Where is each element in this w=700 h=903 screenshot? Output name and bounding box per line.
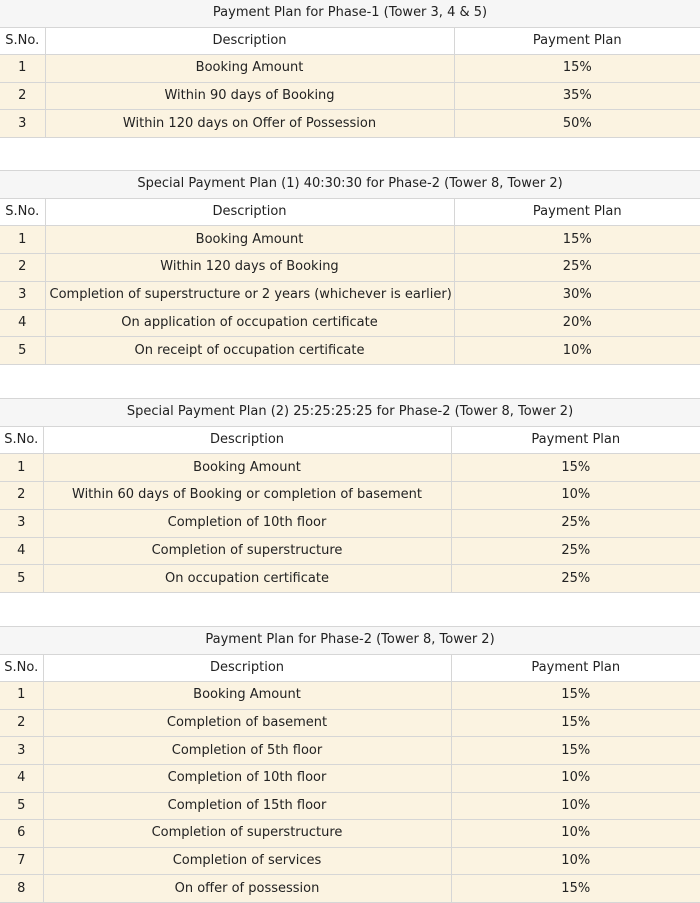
row-payment: 35% bbox=[454, 82, 700, 110]
header-description: Description bbox=[45, 27, 454, 55]
row-sno: 1 bbox=[0, 682, 43, 710]
row-description: Completion of services bbox=[43, 847, 451, 875]
row-payment: 30% bbox=[454, 281, 700, 309]
row-description: Completion of superstructure bbox=[43, 820, 451, 848]
row-description: On application of occupation certificate bbox=[45, 309, 454, 337]
row-description: Within 60 days of Booking or completion of basement bbox=[43, 482, 451, 510]
row-payment: 25% bbox=[454, 254, 700, 282]
row-sno: 1 bbox=[0, 454, 43, 482]
payment-plan-table-1 bbox=[0, 0, 700, 138]
table-caption-row bbox=[0, 627, 700, 655]
row-payment: 25% bbox=[451, 565, 700, 593]
table-row bbox=[0, 254, 700, 282]
table-row bbox=[0, 309, 700, 337]
table-row bbox=[0, 55, 700, 83]
table-caption-row bbox=[0, 171, 700, 199]
row-sno: 5 bbox=[0, 792, 43, 820]
table-row bbox=[0, 820, 700, 848]
header-payment-plan: Payment Plan bbox=[454, 198, 700, 226]
row-description: Completion of 5th floor bbox=[43, 737, 451, 765]
table-row bbox=[0, 226, 700, 254]
row-description: Completion of 10th floor bbox=[43, 509, 451, 537]
table-row bbox=[0, 709, 700, 737]
table-row bbox=[0, 454, 700, 482]
row-payment: 50% bbox=[454, 110, 700, 138]
table-row bbox=[0, 847, 700, 875]
header-payment-plan: Payment Plan bbox=[454, 27, 700, 55]
table-caption: Payment Plan for Phase-1 (Tower 3, 4 & 5) bbox=[0, 0, 700, 27]
table-header-row bbox=[0, 198, 700, 226]
table-row bbox=[0, 337, 700, 365]
header-payment-plan: Payment Plan bbox=[451, 426, 700, 454]
row-payment: 10% bbox=[451, 820, 700, 848]
row-sno: 5 bbox=[0, 337, 45, 365]
row-sno: 3 bbox=[0, 110, 45, 138]
row-sno: 5 bbox=[0, 565, 43, 593]
row-description: Booking Amount bbox=[43, 454, 451, 482]
row-description: On occupation certificate bbox=[43, 565, 451, 593]
header-sno: S.No. bbox=[0, 198, 45, 226]
table-row bbox=[0, 537, 700, 565]
row-description: Booking Amount bbox=[45, 226, 454, 254]
row-payment: 10% bbox=[451, 847, 700, 875]
row-sno: 4 bbox=[0, 764, 43, 792]
table-row bbox=[0, 764, 700, 792]
row-description: Completion of superstructure bbox=[43, 537, 451, 565]
row-sno: 2 bbox=[0, 254, 45, 282]
row-sno: 2 bbox=[0, 482, 43, 510]
header-sno: S.No. bbox=[0, 27, 45, 55]
header-description: Description bbox=[43, 654, 451, 682]
table-row bbox=[0, 682, 700, 710]
row-sno: 3 bbox=[0, 737, 43, 765]
header-description: Description bbox=[45, 198, 454, 226]
row-payment: 25% bbox=[451, 509, 700, 537]
table-row bbox=[0, 792, 700, 820]
row-payment: 15% bbox=[451, 709, 700, 737]
header-payment-plan: Payment Plan bbox=[451, 654, 700, 682]
row-payment: 25% bbox=[451, 537, 700, 565]
row-description: Within 120 days of Booking bbox=[45, 254, 454, 282]
row-sno: 2 bbox=[0, 82, 45, 110]
row-description: Booking Amount bbox=[45, 55, 454, 83]
row-description: Within 90 days of Booking bbox=[45, 82, 454, 110]
payment-plan-table-3 bbox=[0, 398, 700, 593]
table-row bbox=[0, 82, 700, 110]
row-payment: 15% bbox=[451, 737, 700, 765]
row-sno: 6 bbox=[0, 820, 43, 848]
table-caption: Payment Plan for Phase-2 (Tower 8, Tower 2) bbox=[0, 627, 700, 655]
row-description: On offer of possession bbox=[43, 875, 451, 903]
table-row bbox=[0, 482, 700, 510]
table-row bbox=[0, 875, 700, 903]
row-payment: 20% bbox=[454, 309, 700, 337]
row-sno: 4 bbox=[0, 309, 45, 337]
table-header-row bbox=[0, 426, 700, 454]
row-description: Completion of basement bbox=[43, 709, 451, 737]
row-description: Within 120 days on Offer of Possession bbox=[45, 110, 454, 138]
payment-plan-table-2 bbox=[0, 170, 700, 365]
row-sno: 3 bbox=[0, 509, 43, 537]
row-payment: 10% bbox=[451, 792, 700, 820]
row-sno: 1 bbox=[0, 55, 45, 83]
table-caption-row bbox=[0, 0, 700, 27]
row-sno: 7 bbox=[0, 847, 43, 875]
row-payment: 15% bbox=[451, 682, 700, 710]
table-header-row bbox=[0, 27, 700, 55]
row-sno: 4 bbox=[0, 537, 43, 565]
table-row bbox=[0, 565, 700, 593]
row-payment: 10% bbox=[451, 482, 700, 510]
table-row bbox=[0, 509, 700, 537]
row-sno: 1 bbox=[0, 226, 45, 254]
table-header-row bbox=[0, 654, 700, 682]
row-description: Completion of superstructure or 2 years (whichever is earlier) bbox=[45, 281, 454, 309]
row-payment: 15% bbox=[454, 226, 700, 254]
payment-plan-table-4 bbox=[0, 626, 700, 903]
header-sno: S.No. bbox=[0, 426, 43, 454]
row-payment: 15% bbox=[451, 454, 700, 482]
row-payment: 10% bbox=[451, 764, 700, 792]
row-payment: 10% bbox=[454, 337, 700, 365]
table-caption: Special Payment Plan (2) 25:25:25:25 for Phase-2 (Tower 8, Tower 2) bbox=[0, 399, 700, 427]
row-description: Completion of 15th floor bbox=[43, 792, 451, 820]
header-sno: S.No. bbox=[0, 654, 43, 682]
header-description: Description bbox=[43, 426, 451, 454]
row-payment: 15% bbox=[454, 55, 700, 83]
table-row bbox=[0, 737, 700, 765]
row-description: On receipt of occupation certificate bbox=[45, 337, 454, 365]
table-row bbox=[0, 110, 700, 138]
row-sno: 3 bbox=[0, 281, 45, 309]
table-caption-row bbox=[0, 399, 700, 427]
table-caption: Special Payment Plan (1) 40:30:30 for Phase-2 (Tower 8, Tower 2) bbox=[0, 171, 700, 199]
row-payment: 15% bbox=[451, 875, 700, 903]
row-description: Completion of 10th floor bbox=[43, 764, 451, 792]
table-row bbox=[0, 281, 700, 309]
row-sno: 8 bbox=[0, 875, 43, 903]
row-sno: 2 bbox=[0, 709, 43, 737]
row-description: Booking Amount bbox=[43, 682, 451, 710]
